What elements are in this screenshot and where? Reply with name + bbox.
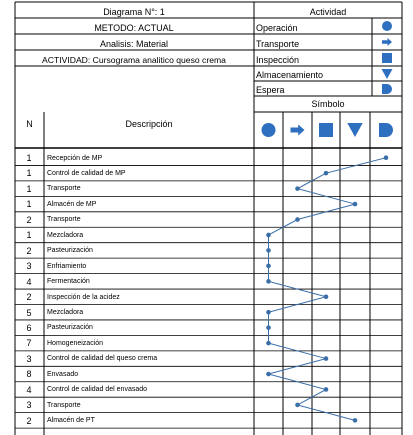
legend-label-almacenamiento: Almacenamiento — [256, 70, 324, 80]
flow-point-marker — [324, 294, 329, 299]
row-description: Control de calidad del queso crema — [47, 355, 158, 363]
row-number: 2 — [26, 245, 32, 256]
flow-point-marker — [266, 279, 271, 284]
activity-label: ACTIVIDAD: Cursograma analitico queso crema — [42, 55, 226, 65]
square-icon — [382, 53, 392, 63]
row-description: Enfriamiento — [47, 262, 87, 270]
row-description: Inspección de la acidez — [47, 293, 120, 301]
column-description-header: Descripción — [125, 119, 173, 129]
column-n-header: N — [26, 119, 33, 129]
flow-point-marker — [266, 310, 271, 315]
activity-title: Actividad — [309, 7, 347, 17]
row-description: Pasteurización — [47, 324, 93, 332]
row-description: Control de calidad del envasado — [47, 386, 148, 394]
flow-point-marker — [384, 155, 389, 160]
row-description: Transporte — [47, 216, 81, 224]
arrow-right-icon — [382, 38, 392, 46]
row-number: 2 — [26, 292, 32, 303]
row-description: Homogeneización — [47, 339, 104, 347]
flow-point-marker — [266, 341, 271, 346]
legend-label-operacion: Operación — [256, 23, 298, 33]
row-number: 3 — [26, 353, 32, 364]
row-number: 8 — [26, 369, 32, 380]
row-number: 1 — [26, 230, 32, 241]
flow-point-marker — [324, 356, 329, 361]
circle-icon — [382, 21, 392, 31]
row-number: 4 — [26, 384, 32, 395]
flow-point-marker — [353, 202, 358, 207]
method-label: METODO: ACTUAL — [94, 23, 174, 33]
triangle-down-icon — [382, 69, 393, 79]
row-description: Almacén de MP — [47, 200, 97, 208]
flow-point-marker — [266, 372, 271, 377]
symbol-title: Símbolo — [311, 99, 345, 109]
flow-point-marker — [266, 325, 271, 330]
row-number: 2 — [26, 415, 32, 426]
row-description: Fermentación — [47, 278, 90, 286]
row-description: Recepción de MP — [47, 154, 103, 162]
triangle-down-icon — [347, 123, 362, 137]
d-shape-icon — [379, 123, 393, 137]
legend-label-inspeccion: Inspección — [256, 55, 300, 65]
row-description: Transporte — [47, 185, 81, 193]
legend-label-espera: Espera — [256, 85, 285, 95]
row-number: 1 — [26, 168, 32, 179]
row-description: Pasteurización — [47, 247, 93, 255]
arrow-right-icon — [291, 124, 305, 135]
flow-point-marker — [266, 264, 271, 269]
square-icon — [319, 123, 333, 137]
row-number: 2 — [26, 214, 32, 225]
flow-point-marker — [266, 233, 271, 238]
row-number: 7 — [26, 338, 32, 349]
flow-point-marker — [295, 403, 300, 408]
flow-point-marker — [353, 418, 358, 423]
circle-icon — [262, 123, 276, 137]
flow-point-marker — [266, 248, 271, 253]
diagram-number: Diagrama N°: 1 — [103, 7, 165, 17]
row-description: Envasado — [47, 370, 79, 378]
row-number: 5 — [26, 307, 32, 318]
row-number: 6 — [26, 322, 32, 333]
d-shape-icon — [382, 84, 392, 94]
row-description: Transporte — [47, 401, 81, 409]
row-number: 1 — [26, 199, 32, 210]
row-description: Mezcladora — [47, 309, 84, 316]
row-number: 1 — [26, 183, 32, 194]
row-number: 3 — [26, 261, 32, 272]
flow-point-marker — [295, 217, 300, 222]
legend-label-transporte: Transporte — [256, 39, 300, 49]
flow-point-marker — [324, 171, 329, 176]
row-description: Control de calidad de MP — [47, 169, 126, 177]
row-description: Mezcladora — [47, 231, 84, 239]
flow-point-marker — [324, 387, 329, 392]
row-number: 1 — [26, 153, 32, 163]
analysis-label: Analisis: Material — [99, 39, 169, 49]
row-number: 4 — [26, 276, 32, 287]
flow-point-marker — [295, 186, 300, 191]
row-description: Almacén de PT — [47, 417, 95, 425]
row-number: 3 — [26, 400, 32, 411]
